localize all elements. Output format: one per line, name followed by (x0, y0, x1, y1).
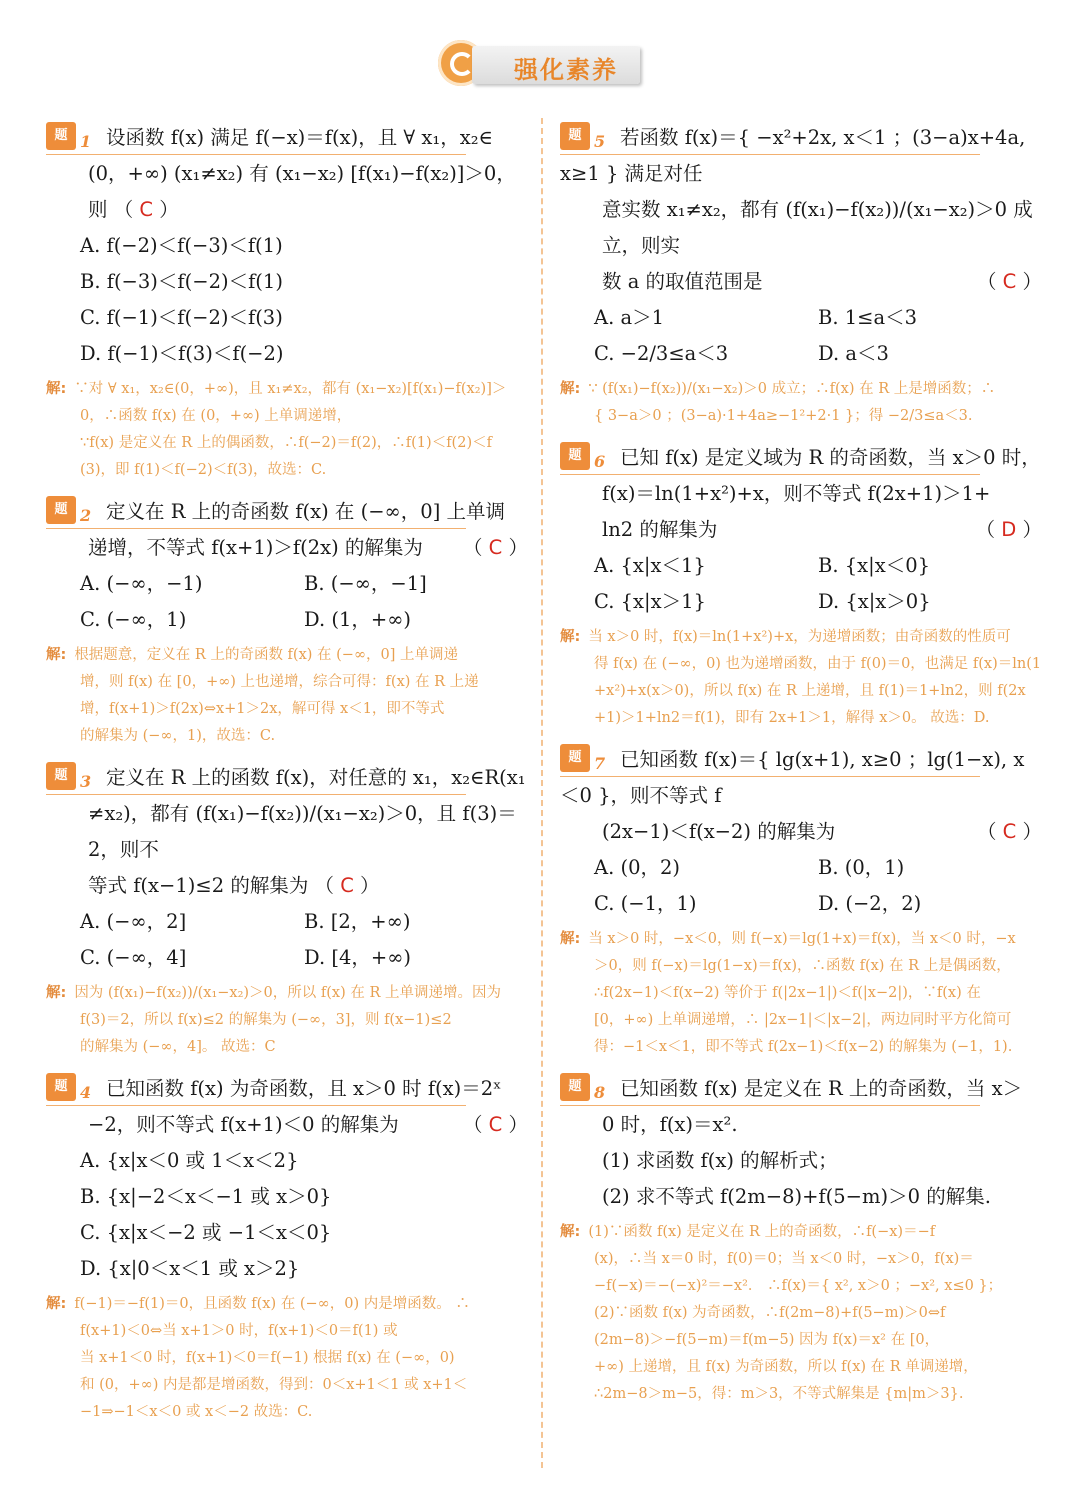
solution (46, 376, 528, 484)
option-row (560, 336, 1042, 372)
option: B. (0，1) (818, 856, 905, 879)
problem-tag-icon: 题 (560, 442, 590, 470)
problem-line (46, 760, 528, 796)
option: A. (−∞，−1) (80, 572, 203, 595)
solution-line (560, 926, 1042, 953)
problem-2 (46, 494, 528, 750)
right-column (560, 120, 1042, 1418)
problem-tag-icon: 题 (46, 762, 76, 790)
solution-text: 因为 (f(x₁)−f(x₂))/(x₁−x₂)＞0，所以 f(x) 在 R 上单调递增。因为 (74, 985, 501, 1001)
problem-underline (560, 154, 980, 155)
solution-line (560, 1273, 1042, 1300)
problem-5 (560, 120, 1042, 430)
solution-label: 解: (560, 931, 581, 947)
problem-text: −2，则不等式 f(x+1)＜0 的解集为 (88, 1113, 399, 1136)
solution-text: 的解集为 (−∞，1)，故选：C. (80, 728, 276, 744)
solution-label: 解: (46, 381, 67, 397)
solution-line (46, 1399, 528, 1426)
banner-bar (472, 46, 640, 84)
solution-line (560, 678, 1042, 705)
option-row (560, 300, 1042, 336)
problem-line (46, 868, 528, 904)
solution-line (560, 403, 1042, 430)
problem-line (560, 120, 1042, 192)
option: C. (−∞，1) (80, 608, 187, 631)
solution-line (46, 1291, 528, 1318)
option: C. (−1，1) (594, 892, 697, 915)
problem-tag (46, 496, 100, 524)
solution-line (560, 705, 1042, 732)
problem-3 (46, 760, 528, 1061)
problem-part-text: (1) 求函数 f(x) 的解析式； (602, 1149, 838, 1172)
solution-text: ∵f(x) 是定义在 R 上的偶函数，∴f(−2)＝f(2)，∴f(1)＜f(2)＜f (80, 435, 492, 451)
answer-choice: C (334, 874, 361, 897)
problem-text: (0，+∞) (x₁≠x₂) 有 (x₁−x₂) [f(x₁)−f(x₂)]＞0， (88, 162, 516, 185)
answer-choice: C (1002, 820, 1017, 843)
option-row (46, 566, 528, 602)
problem-line (46, 192, 528, 228)
solution-text: 当 x＞0 时，−x＜0，则 f(−x)＝lg(1+x)＝f(x)，当 x＜0 时，−x (588, 931, 1016, 947)
solution-text: (1)∵函数 f(x) 是定义在 R 上的奇函数，∴f(−x)＝−f (588, 1224, 936, 1240)
solution (560, 376, 1042, 430)
problem-tag-icon: 题 (46, 122, 76, 150)
option: B. [2，+∞) (304, 910, 411, 933)
solution-line (46, 642, 528, 669)
problem-text: (2x−1)＜f(x−2) 的解集为 (602, 820, 836, 843)
problem-line (46, 796, 528, 868)
option: A. (0，2) (594, 856, 681, 879)
problem-text: 已知 f(x) 是定义域为 R 的奇函数，当 x＞0 时， (620, 446, 1041, 469)
solution-line (560, 1034, 1042, 1061)
solution-label: 解: (560, 629, 581, 645)
solution-text: 和 (0，+∞) 内是都是增函数，得到：0＜x+1＜1 或 x+1＜ (80, 1377, 468, 1393)
option-row (560, 886, 1042, 922)
option: B. (−∞，−1] (304, 572, 427, 595)
solution-text: ∵ (f(x₁)−f(x₂))/(x₁−x₂)＞0 成立；∴f(x) 在 R 上是增函数；∴ (588, 381, 996, 397)
option: D. [4，+∞) (304, 946, 412, 969)
column-divider (541, 118, 543, 1468)
solution-text: 当 x＞0 时，f(x)＝ln(1+x²)+x，为递增函数；由奇函数的性质可 (588, 629, 1011, 645)
problem-number: 8 (594, 1083, 606, 1102)
problem-line (560, 742, 1042, 814)
answer-bracket: （ C ） (462, 1113, 528, 1136)
solution-line (560, 1327, 1042, 1354)
answer-bracket: （ C ） (976, 820, 1042, 843)
problem-underline (46, 794, 466, 795)
problem-line (560, 512, 1042, 548)
problem-number: 4 (80, 1083, 92, 1102)
option-row (560, 548, 1042, 584)
solution-line (46, 1007, 528, 1034)
option-row (46, 602, 528, 638)
option: A. f(−2)＜f(−3)＜f(1) (80, 234, 283, 257)
problem-tag-icon: 题 (46, 496, 76, 524)
solution-line (560, 1354, 1042, 1381)
solution-text: f(x+1)＜0⇔当 x+1＞0 时，f(x+1)＜0＝f(1) 或 (80, 1323, 398, 1339)
problem-tag-icon: 题 (560, 744, 590, 772)
problem-line (46, 120, 528, 156)
solution-label: 解: (46, 647, 67, 663)
problem-underline (560, 474, 980, 475)
solution-line (560, 1300, 1042, 1327)
problem-tag-icon: 题 (46, 1073, 76, 1101)
solution-text: +∞) 上递增，且 f(x) 为奇函数，所以 f(x) 在 R 单调递增， (594, 1359, 978, 1375)
problem-part (560, 1143, 1042, 1179)
solution-line (46, 1345, 528, 1372)
solution-text: 根据题意，定义在 R 上的奇函数 f(x) 在 (−∞，0] 上单调递 (74, 647, 459, 663)
problem-text: 等式 f(x−1)≤2 的解集为 （ (88, 874, 335, 897)
option: C. {x|x＜−2 或 −1＜x＜0} (80, 1221, 332, 1244)
problem-underline (560, 1105, 980, 1106)
option: C. {x|x＞1} (594, 590, 706, 613)
problem-line (560, 264, 1042, 300)
solution-line (46, 430, 528, 457)
option: B. {x|−2＜x＜−1 或 x＞0} (80, 1185, 332, 1208)
problem-6 (560, 440, 1042, 732)
answer-bracket: （ C ） (462, 536, 528, 559)
option: B. f(−3)＜f(−2)＜f(1) (80, 270, 283, 293)
solution-text: ∴2m−8＞m−5，得：m＞3，不等式解集是 {m|m＞3}. (594, 1386, 964, 1402)
solution-line (46, 669, 528, 696)
problem-underline (46, 154, 466, 155)
problem-tag (560, 442, 614, 470)
solution-line (560, 1246, 1042, 1273)
solution-text: [0，+∞) 上单调递增，∴ |2x−1|＜|x−2|，两边同时平方化简可 (594, 1012, 1012, 1028)
solution (560, 1219, 1042, 1408)
problem-tag (560, 122, 614, 150)
problem-number: 1 (80, 132, 92, 151)
solution-text: (3)，即 f(1)＜f(−2)＜f(3)，故选：C. (80, 462, 327, 478)
problem-line (46, 494, 528, 530)
solution (560, 624, 1042, 732)
problem-number: 2 (80, 506, 92, 525)
problem-text: 已知函数 f(x) 为奇函数，且 x＞0 时 f(x)＝2ˣ (106, 1077, 502, 1100)
solution-label: 解: (46, 1296, 67, 1312)
option: A. {x|x＜1} (594, 554, 706, 577)
problem-text: 则 （ (88, 198, 134, 221)
solution (560, 926, 1042, 1061)
option: A. a＞1 (594, 306, 665, 329)
option-row (560, 584, 1042, 620)
solution-label: 解: (560, 381, 581, 397)
solution-text: ∵对 ∀ x₁，x₂∈(0，+∞)，且 x₁≠x₂，都有 (x₁−x₂)[f(x₁)−f(x₂)]＞ (74, 381, 507, 397)
problem-text: 意实数 x₁≠x₂，都有 (f(x₁)−f(x₂))/(x₁−x₂)＞0 成立，则实 (602, 198, 1033, 257)
problem-tag-icon: 题 (560, 122, 590, 150)
problem-text: 递增，不等式 f(x+1)＞f(2x) 的解集为 (88, 536, 423, 559)
solution-text: ＞0，则 f(−x)＝lg(1−x)＝f(x)，∴函数 f(x) 在 R 上是偶函数， (594, 958, 1011, 974)
answer-choice: C (1002, 270, 1017, 293)
solution-line (560, 1381, 1042, 1408)
option: D. f(−1)＜f(3)＜f(−2) (80, 342, 284, 365)
solution-text: (2)∵函数 f(x) 为奇函数，∴f(2m−8)+f(5−m)＞0⇔f (594, 1305, 946, 1321)
problem-tag (46, 762, 100, 790)
solution-text: 增，f(x+1)＞f(2x)⇔x+1＞2x，解可得 x＜1，即不等式 (80, 701, 445, 717)
problem-text: 若函数 f(x)＝{ −x²+2x, x＜1 ；(3−a)x+4a, x≥1 } 满足对任 (560, 126, 1026, 185)
section-banner (438, 40, 642, 88)
answer-choice: D (1001, 518, 1017, 541)
solution-line (560, 1007, 1042, 1034)
solution-line (560, 376, 1042, 403)
option: A. (−∞，2] (80, 910, 187, 933)
problem-number: 3 (80, 772, 92, 791)
option: C. −2/3≤a＜3 (594, 342, 729, 365)
problem-number: 5 (594, 132, 606, 151)
option: B. 1≤a＜3 (818, 306, 918, 329)
problem-underline (46, 1105, 466, 1106)
option-row (46, 904, 528, 940)
problem-number: 7 (594, 754, 606, 773)
option: C. (−∞，4] (80, 946, 187, 969)
solution-line (46, 376, 528, 403)
problem-text: 0 时，f(x)＝x². (602, 1113, 738, 1136)
option: D. (1，+∞) (304, 608, 412, 631)
solution-line (46, 980, 528, 1007)
problem-line (46, 1071, 528, 1107)
solution-text: (x)，∴当 x＝0 时，f(0)＝0；当 x＜0 时，−x＞0，f(x)＝ (594, 1251, 974, 1267)
problem-line (560, 440, 1042, 476)
option-row (46, 940, 528, 976)
solution-label: 解: (46, 985, 67, 1001)
problem-line (560, 192, 1042, 264)
option: C. f(−1)＜f(−2)＜f(3) (80, 306, 283, 329)
option: A. {x|x＜0 或 1＜x＜2} (80, 1149, 299, 1172)
solution-text: −1⇒−1＜x＜0 或 x＜−2 故选：C. (80, 1404, 313, 1420)
problem-4 (46, 1071, 528, 1426)
solution-text: { 3−a＞0 ；(3−a)·1+4a≥−1²+2·1 }；得 −2/3≤a＜3. (594, 408, 973, 424)
option: D. (−2，2) (818, 892, 922, 915)
problem-line (560, 476, 1042, 512)
problem-8 (560, 1071, 1042, 1408)
answer-bracket: （ D ） (975, 518, 1042, 541)
solution-text: (2m−8)＞−f(5−m)＝f(m−5) 因为 f(x)＝x² 在 [0， (594, 1332, 940, 1348)
answer-bracket: （ C ） (976, 270, 1042, 293)
problem-text: ≠x₂)，都有 (f(x₁)−f(x₂))/(x₁−x₂)＞0，且 f(3)＝2，则不 (88, 802, 517, 861)
answer-choice: C (133, 198, 160, 221)
banner-title: 强化素养 (514, 56, 618, 84)
problem-7 (560, 742, 1042, 1061)
problem-line (560, 1071, 1042, 1107)
problem-text: f(x)＝ln(1+x²)+x，则不等式 f(2x+1)＞1+ (602, 482, 991, 505)
solution-line (46, 457, 528, 484)
solution-text: f(3)＝2，所以 f(x)≤2 的解集为 (−∞，3]，则 f(x−1)≤2 (80, 1012, 452, 1028)
solution-line (46, 696, 528, 723)
solution (46, 1291, 528, 1426)
solution-text: ∴f(2x−1)＜f(x−2) 等价于 f(|2x−1|)＜f(|x−2|)，∵f(x) 在 (594, 985, 981, 1001)
problem-text: ln2 的解集为 (602, 518, 718, 541)
answer-close: ） (360, 874, 380, 897)
problem-text: 设函数 f(x) 满足 f(−x)＝f(x)，且 ∀ x₁，x₂∈ (106, 126, 493, 149)
answer-choice: C (488, 1113, 503, 1136)
solution-text: +1)＞1+ln2＝f(1)，即有 2x+1＞1，解得 x＞0。 故选：D. (594, 710, 990, 726)
problem-tag (560, 744, 614, 772)
problem-text: 已知函数 f(x) 是定义在 R 上的奇函数，当 x＞ (620, 1077, 1023, 1100)
problem-tag (46, 1073, 100, 1101)
option: D. {x|0＜x＜1 或 x＞2} (80, 1257, 300, 1280)
solution-line (560, 1219, 1042, 1246)
solution-line (560, 980, 1042, 1007)
solution-text: 0，∴函数 f(x) 在 (0，+∞) 上单调递增， (80, 408, 352, 424)
solution-line (46, 1318, 528, 1345)
option: B. {x|x＜0} (818, 554, 931, 577)
solution-line (560, 953, 1042, 980)
solution (46, 980, 528, 1061)
problem-tag (560, 1073, 614, 1101)
option: D. a＜3 (818, 342, 889, 365)
solution-line (46, 1372, 528, 1399)
solution-text: −f(−x)＝−(−x)²＝−x²． ∴f(x)＝{ x², x＞0 ；−x², x≤0 }； (594, 1278, 1003, 1294)
problem-line (560, 1107, 1042, 1143)
solution-text: 增，则 f(x) 在 [0，+∞) 上也递增，综合可得：f(x) 在 R 上递 (80, 674, 479, 690)
problem-tag-icon: 题 (560, 1073, 590, 1101)
solution-text: 当 x+1＜0 时，f(x+1)＜0＝f(−1) 根据 f(x) 在 (−∞，0) (80, 1350, 455, 1366)
problem-underline (560, 776, 980, 777)
problem-text: 已知函数 f(x)＝{ lg(x+1), x≥0 ；lg(1−x), x＜0 }，则不等式 f (560, 748, 1025, 807)
problem-text: 数 a 的取值范围是 (602, 270, 763, 293)
solution-label: 解: (560, 1224, 581, 1240)
problem-line (46, 530, 528, 566)
problem-part (560, 1179, 1042, 1215)
solution-line (560, 624, 1042, 651)
problem-text: 定义在 R 上的奇函数 f(x) 在 (−∞，0] 上单调 (106, 500, 506, 523)
solution-text: +x²)+x(x＞0)，所以 f(x) 在 R 上递增，且 f(1)＝1+ln2，则 f(2x (594, 683, 1026, 699)
problem-underline (46, 528, 466, 529)
solution-line (46, 723, 528, 750)
solution-line (46, 1034, 528, 1061)
solution-line (560, 651, 1042, 678)
option: D. {x|x＞0} (818, 590, 931, 613)
answer-close: ） (159, 198, 179, 221)
problem-text: 定义在 R 上的函数 f(x)，对任意的 x₁，x₂∈R(x₁ (106, 766, 526, 789)
solution-text: f(−1)＝−f(1)＝0，且函数 f(x) 在 (−∞，0) 内是增函数。 ∴ (74, 1296, 470, 1312)
problem-line (46, 156, 528, 192)
problem-line (560, 814, 1042, 850)
problem-part-text: (2) 求不等式 f(2m−8)+f(5−m)＞0 的解集. (602, 1185, 991, 1208)
problem-1 (46, 120, 528, 484)
solution-line (46, 403, 528, 430)
problem-number: 6 (594, 452, 606, 471)
option-row (560, 850, 1042, 886)
solution-text: 得 f(x) 在 (−∞，0) 也为递增函数，由于 f(0)＝0，也满足 f(x)＝ln(1 (594, 656, 1042, 672)
solution-text: 得：−1＜x＜1，即不等式 f(2x−1)＜f(x−2) 的解集为 (−1，1). (594, 1039, 1013, 1055)
solution-text: 的解集为 (−∞，4]。 故选：C (80, 1039, 276, 1055)
answer-choice: C (488, 536, 503, 559)
problem-tag (46, 122, 100, 150)
solution (46, 642, 528, 750)
problem-line (46, 1107, 528, 1143)
left-column (46, 120, 528, 1436)
